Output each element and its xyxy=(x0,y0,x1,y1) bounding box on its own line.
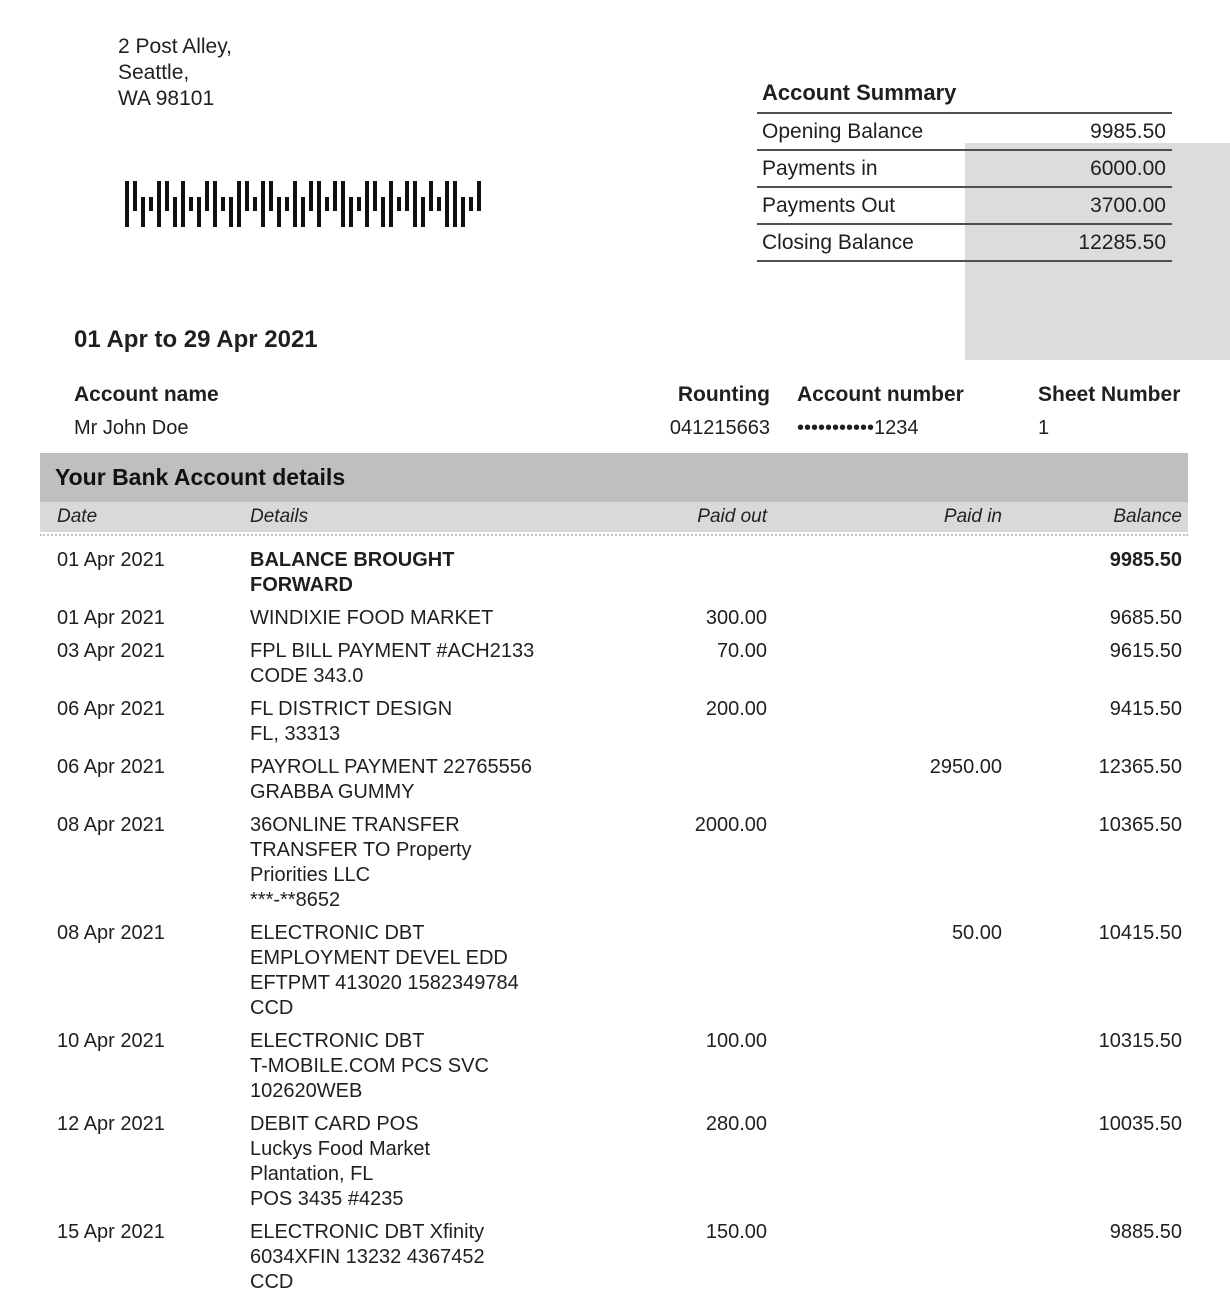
txn-details-line: ***-**8652 xyxy=(250,889,341,911)
barcode-bar xyxy=(205,181,209,211)
mail-barcode-icon xyxy=(125,181,481,227)
summary-row-label: Opening Balance xyxy=(762,120,924,143)
txn-paid-in xyxy=(767,1029,1002,1104)
barcode-bar xyxy=(237,181,241,227)
txn-details-line: FPL BILL PAYMENT #ACH2133 xyxy=(250,640,535,662)
table-row xyxy=(40,639,1188,689)
txn-balance: 9615.50 xyxy=(1109,640,1182,662)
txn-details-line: EMPLOYMENT DEVEL EDD xyxy=(250,947,508,969)
summary-row xyxy=(757,225,1172,262)
txn-details xyxy=(250,921,600,1021)
barcode-bar xyxy=(197,197,201,227)
txn-details-line: 102620WEB xyxy=(250,1080,363,1102)
txn-date: 15 Apr 2021 xyxy=(57,1221,165,1243)
barcode-bar xyxy=(245,181,249,211)
account-number-block xyxy=(797,382,964,441)
barcode-bar xyxy=(445,181,449,227)
table-row xyxy=(40,606,1188,631)
txn-details-line: TRANSFER TO Property xyxy=(250,839,472,861)
barcode-bar xyxy=(157,181,161,227)
txn-details-line: EFTPMT 413020 1582349784 xyxy=(250,972,519,994)
barcode-bar xyxy=(189,197,193,211)
txn-paid-out: 100.00 xyxy=(705,1030,767,1052)
summary-row-value: 9985.50 xyxy=(1090,120,1166,143)
txn-details-line: 36ONLINE TRANSFER xyxy=(250,814,460,836)
txn-details-line: CCD xyxy=(250,997,294,1019)
barcode-bar xyxy=(389,181,393,227)
barcode-bar xyxy=(221,197,225,211)
summary-row-label: Payments in xyxy=(762,157,878,180)
barcode-bar xyxy=(253,197,257,211)
barcode-bar xyxy=(357,197,361,211)
barcode-bar xyxy=(461,197,465,227)
txn-paid-in: 50.00 xyxy=(951,922,1002,944)
txn-paid-out: 70.00 xyxy=(716,640,767,662)
summary-row-value: 3700.00 xyxy=(1090,194,1166,217)
txn-details-line: Luckys Food Market xyxy=(250,1138,431,1160)
txn-date: 01 Apr 2021 xyxy=(57,549,165,571)
txn-paid-out xyxy=(600,921,767,1021)
table-row xyxy=(40,1029,1188,1104)
txn-details-line: PAYROLL PAYMENT 22765556 xyxy=(250,756,533,778)
sheet-number-label: Sheet Number xyxy=(1038,383,1181,406)
txn-details-line: DEBIT CARD POS xyxy=(250,1113,419,1135)
barcode-bar xyxy=(381,197,385,227)
barcode-bar xyxy=(413,181,417,227)
barcode-bar xyxy=(469,197,473,211)
barcode-bar xyxy=(309,181,313,211)
barcode-bar xyxy=(173,197,177,227)
barcode-bar xyxy=(165,181,169,211)
transactions-table xyxy=(40,548,1188,1303)
txn-details-line: FORWARD xyxy=(250,574,353,596)
account-name-block xyxy=(74,382,219,441)
account-number-masked: •••••••••••1234 xyxy=(797,417,919,439)
account-name-value: Mr John Doe xyxy=(74,417,189,439)
account-name-label: Account name xyxy=(74,383,219,406)
txn-paid-in: 2950.00 xyxy=(929,756,1002,778)
txn-details xyxy=(250,548,600,598)
routing-block xyxy=(620,382,770,441)
txn-balance: 9415.50 xyxy=(1109,698,1182,720)
txn-details-line: GRABBA GUMMY xyxy=(250,781,415,803)
txn-balance: 12365.50 xyxy=(1098,756,1182,778)
txn-details-line: CODE 343.0 xyxy=(250,665,364,687)
barcode-bar xyxy=(213,181,217,227)
barcode-bar xyxy=(365,181,369,227)
txn-details-line: T-MOBILE.COM PCS SVC xyxy=(250,1055,489,1077)
barcode-bar xyxy=(277,197,281,227)
column-header-date: Date xyxy=(57,506,98,527)
barcode-bar xyxy=(477,181,481,211)
barcode-bar xyxy=(141,197,145,227)
txn-details-line: Plantation, FL xyxy=(250,1163,374,1185)
txn-paid-in xyxy=(767,813,1002,913)
txn-details xyxy=(250,639,600,689)
barcode-bar xyxy=(133,181,137,211)
barcode-bar xyxy=(301,197,305,227)
txn-balance: 9685.50 xyxy=(1109,607,1182,629)
txn-paid-in xyxy=(767,639,1002,689)
address-line-2: Seattle, xyxy=(118,61,190,84)
txn-details-line: WINDIXIE FOOD MARKET xyxy=(250,607,494,629)
table-row xyxy=(40,548,1188,598)
txn-details xyxy=(250,606,600,631)
barcode-bar xyxy=(437,197,441,211)
table-row xyxy=(40,755,1188,805)
summary-row-label: Closing Balance xyxy=(762,231,914,254)
txn-balance: 10415.50 xyxy=(1098,922,1182,944)
txn-paid-in xyxy=(767,606,1002,631)
txn-date: 12 Apr 2021 xyxy=(57,1113,165,1135)
statement-period: 01 Apr to 29 Apr 2021 xyxy=(74,326,318,353)
txn-date: 06 Apr 2021 xyxy=(57,698,165,720)
barcode-bar xyxy=(317,181,321,227)
txn-paid-out: 200.00 xyxy=(705,698,767,720)
column-header-paid-in: Paid in xyxy=(943,506,1002,527)
txn-paid-in xyxy=(767,1112,1002,1212)
txn-details xyxy=(250,755,600,805)
table-row xyxy=(40,921,1188,1021)
details-section-title: Your Bank Account details xyxy=(55,464,346,490)
txn-details-line: CCD xyxy=(250,1271,294,1293)
txn-balance: 10315.50 xyxy=(1098,1030,1182,1052)
txn-paid-out: 2000.00 xyxy=(694,814,767,836)
account-number-label: Account number xyxy=(797,383,964,406)
txn-date: 08 Apr 2021 xyxy=(57,814,165,836)
txn-details-line: FL DISTRICT DESIGN xyxy=(250,698,453,720)
txn-details xyxy=(250,1029,600,1104)
txn-details-line: ELECTRONIC DBT xyxy=(250,1030,425,1052)
barcode-bar xyxy=(181,181,185,227)
summary-row-label: Payments Out xyxy=(762,194,896,217)
details-section-header xyxy=(40,453,1188,502)
barcode-bar xyxy=(325,197,329,211)
table-row xyxy=(40,697,1188,747)
txn-paid-out: 150.00 xyxy=(705,1221,767,1243)
txn-details-line: ELECTRONIC DBT xyxy=(250,922,425,944)
barcode-bar xyxy=(261,181,265,227)
txn-paid-out xyxy=(600,548,767,598)
txn-paid-out xyxy=(600,755,767,805)
txn-date: 01 Apr 2021 xyxy=(57,607,165,629)
account-summary-rows xyxy=(757,114,1172,262)
address-line-3: WA 98101 xyxy=(118,87,215,110)
txn-details xyxy=(250,813,600,913)
barcode-bar xyxy=(397,197,401,211)
txn-paid-out: 280.00 xyxy=(705,1113,767,1135)
header-dotted-separator xyxy=(40,534,1188,536)
column-header-paid-out: Paid out xyxy=(697,506,767,527)
barcode-bar xyxy=(453,181,457,227)
barcode-bar xyxy=(341,181,345,227)
txn-date: 08 Apr 2021 xyxy=(57,922,165,944)
column-header-details: Details xyxy=(250,506,309,527)
txn-paid-in xyxy=(767,548,1002,598)
txn-details-line: ELECTRONIC DBT Xfinity xyxy=(250,1221,485,1243)
barcode-bar xyxy=(149,197,153,211)
summary-row xyxy=(757,188,1172,225)
barcode-bar xyxy=(421,197,425,227)
barcode-bar xyxy=(349,197,353,227)
txn-details-line: POS 3435 #4235 xyxy=(250,1188,404,1210)
routing-number: 041215663 xyxy=(669,417,770,439)
txn-details-line: BALANCE BROUGHT xyxy=(250,549,455,571)
barcode-bar xyxy=(293,181,297,227)
barcode-bar xyxy=(285,197,289,211)
table-column-header xyxy=(40,502,1188,532)
summary-row xyxy=(757,114,1172,151)
column-header-balance: Balance xyxy=(1113,506,1182,527)
barcode-bar xyxy=(269,181,273,211)
txn-paid-out: 300.00 xyxy=(705,607,767,629)
txn-balance: 10365.50 xyxy=(1098,814,1182,836)
summary-row-value: 6000.00 xyxy=(1090,157,1166,180)
routing-label: Rounting xyxy=(677,383,770,406)
txn-details-line: 6034XFIN 13232 4367452 xyxy=(250,1246,485,1268)
address-line-1: 2 Post Alley, xyxy=(118,35,233,58)
txn-details-line: Priorities LLC xyxy=(250,864,371,886)
txn-paid-in xyxy=(767,697,1002,747)
sheet-number-value: 1 xyxy=(1038,417,1050,439)
summary-row xyxy=(757,151,1172,188)
txn-balance: 10035.50 xyxy=(1098,1113,1182,1135)
sheet-number-block xyxy=(1038,382,1180,441)
barcode-bar xyxy=(373,181,377,211)
barcode-bar xyxy=(333,181,337,211)
barcode-bar xyxy=(429,181,433,211)
txn-details xyxy=(250,697,600,747)
sender-address xyxy=(118,34,232,112)
table-row xyxy=(40,813,1188,913)
txn-balance: 9985.50 xyxy=(1109,549,1182,571)
account-summary xyxy=(757,80,1172,262)
txn-details-line: FL, 33313 xyxy=(250,723,341,745)
txn-date: 03 Apr 2021 xyxy=(57,640,165,662)
txn-balance: 9885.50 xyxy=(1109,1221,1182,1243)
txn-details xyxy=(250,1220,600,1295)
txn-date: 10 Apr 2021 xyxy=(57,1030,165,1052)
txn-date: 06 Apr 2021 xyxy=(57,756,165,778)
txn-details xyxy=(250,1112,600,1212)
table-row xyxy=(40,1112,1188,1212)
table-row xyxy=(40,1220,1188,1295)
barcode-bar xyxy=(125,181,129,227)
account-summary-title: Account Summary xyxy=(757,80,1172,114)
txn-paid-in xyxy=(767,1220,1002,1295)
barcode-bar xyxy=(229,197,233,227)
barcode-bar xyxy=(405,181,409,211)
summary-row-value: 12285.50 xyxy=(1078,231,1166,254)
